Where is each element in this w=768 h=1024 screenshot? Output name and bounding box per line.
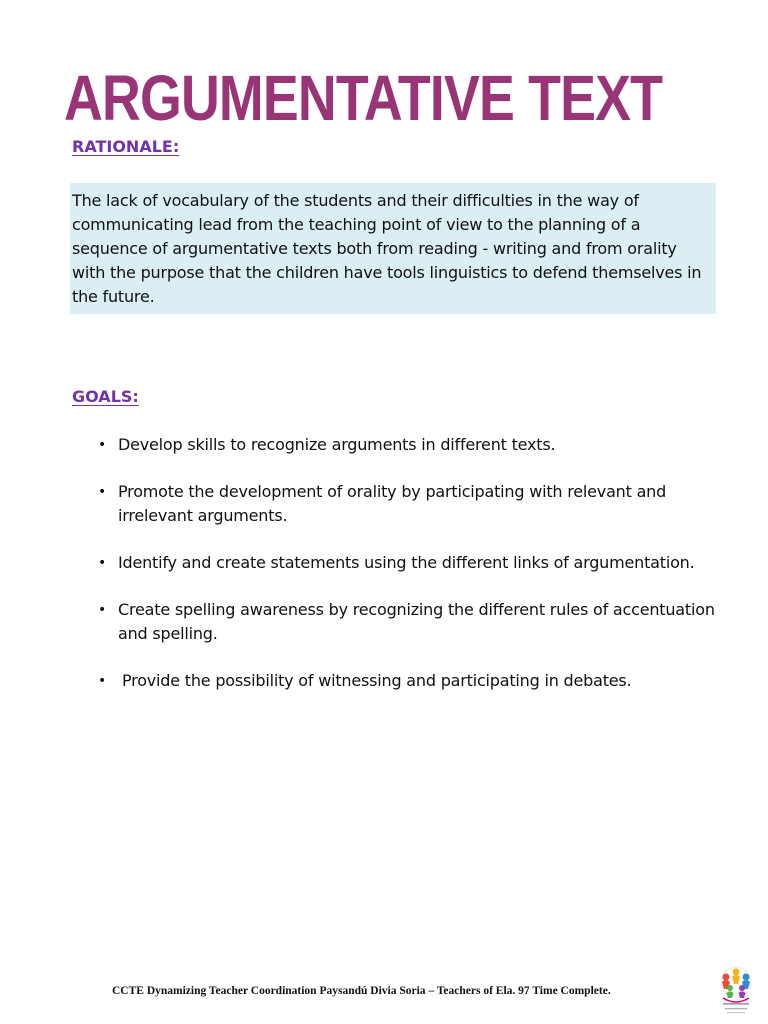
goals-list — [98, 433, 718, 716]
rationale-heading: RATIONALE: — [72, 137, 180, 156]
footer-note: CCTE Dynamizing Teacher Coordination Paysandú Divia Soria – Teachers of Ela. 97 Time Complete. — [112, 985, 611, 997]
goal-text: Promote the development of orality by participating with relevant and irrelevant arguments. — [118, 482, 667, 525]
bullet-icon: • — [98, 484, 107, 500]
goal-text: Provide the possibility of witnessing and participating in debates. — [122, 671, 632, 690]
goal-item — [98, 598, 718, 646]
bullet-icon: • — [98, 602, 107, 618]
document-title: ARGUMENTATIVE TEXT — [64, 62, 663, 134]
goal-text: Identify and create statements using the different links of argumentation. — [118, 553, 695, 572]
rationale-text: The lack of vocabulary of the students and their difficulties in the way of communicating lead from the teaching point of view to the planning of a sequence of argumentative texts both from reading - writing and from orality with the purpose that the children have tools linguistics to defend themselves in the future. — [72, 191, 702, 306]
goal-item — [98, 669, 718, 693]
goal-item — [98, 433, 718, 457]
bullet-icon: • — [98, 437, 107, 453]
goal-item — [98, 480, 718, 528]
rationale-box — [70, 183, 716, 314]
goals-heading: GOALS: — [72, 387, 139, 406]
bullet-icon: • — [98, 555, 107, 571]
institution-logo — [714, 962, 758, 1018]
bullet-icon: • — [98, 673, 107, 689]
goal-item — [98, 551, 718, 575]
institution-logo-graphic — [714, 962, 758, 1018]
goal-text: Develop skills to recognize arguments in different texts. — [118, 435, 556, 454]
goal-text: Create spelling awareness by recognizing the different rules of accentuation and spelling. — [118, 600, 715, 643]
